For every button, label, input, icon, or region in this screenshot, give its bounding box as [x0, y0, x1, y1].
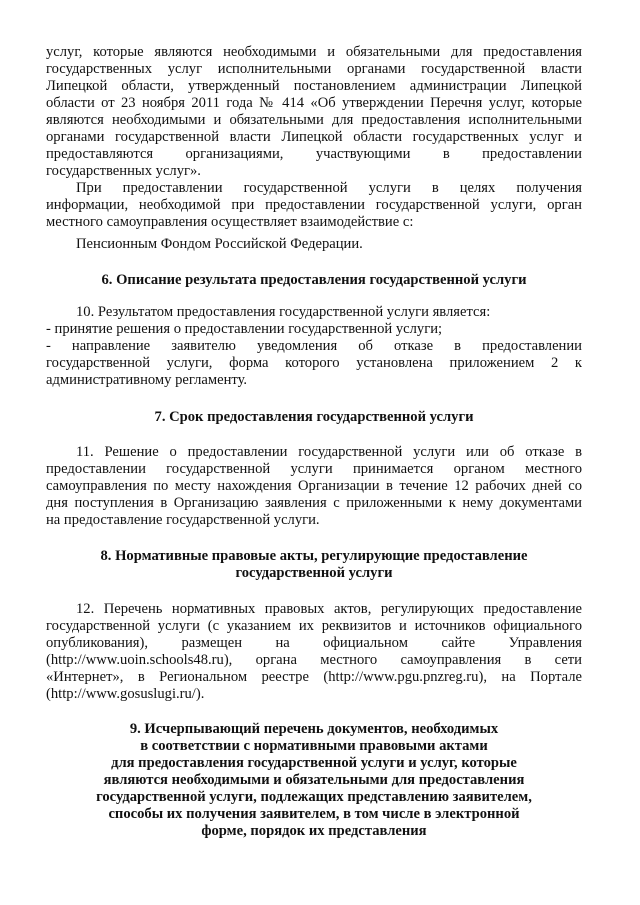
- text-line: При предоставлении государственной услуги в целях получения: [76, 180, 582, 196]
- text-line: - направление заявителю уведомления об отказе в предоставлении: [46, 338, 582, 354]
- text-line: самоуправления по месту нахождения Организации в течение 12 рабочих дней со: [46, 478, 582, 494]
- text-line: являются необходимыми и обязательными для предоставления исполнительными: [46, 112, 582, 128]
- section-heading: 8. Нормативные правовые акты, регулирующие предоставление: [100, 548, 528, 564]
- text-line: государственных услуг исполнительными органами государственной власти: [46, 61, 582, 77]
- text-line: государственной услуги (с указанием их реквизитов и источников официального: [46, 618, 582, 634]
- section-heading: способы их получения заявителем, в том числе в электронной: [108, 806, 520, 822]
- section-heading: в соответствии с нормативными правовыми актами: [140, 738, 488, 754]
- text-line: информации, необходимой при предоставлении государственной услуги, орган: [46, 197, 582, 213]
- text-line: местного самоуправления осуществляет взаимодействие с:: [46, 214, 414, 230]
- text-line: административному регламенту.: [46, 372, 248, 388]
- text-line: области от 23 ноября 2011 года № 414 «Об утверждении Перечня услуг, которые: [46, 95, 582, 111]
- text-line: государственных услуг».: [46, 163, 201, 179]
- section-heading: 7. Срок предоставления государственной услуги: [154, 409, 474, 425]
- text-line: предоставляются организациями, участвующими в предоставлении: [46, 146, 582, 162]
- text-line: 11. Решение о предоставлении государственной услуги или об отказе в: [76, 444, 582, 460]
- section-heading: форме, порядок их представления: [201, 823, 427, 839]
- text-line: органами государственной власти Липецкой области государственных услуг и: [46, 129, 582, 145]
- text-line: 10. Результатом предоставления государственной услуги является:: [76, 304, 491, 320]
- section-heading: государственной услуги, подлежащих представлению заявителем,: [96, 789, 532, 805]
- section-heading: 6. Описание результата предоставления государственной услуги: [101, 272, 527, 288]
- text-line: дня поступления в Организацию заявления с приложенными к нему документами: [46, 495, 582, 511]
- section-heading: 9. Исчерпывающий перечень документов, необходимых: [129, 721, 499, 737]
- text-line: на предоставление государственной услуги.: [46, 512, 320, 528]
- text-line: Пенсионным Фондом Российской Федерации.: [76, 236, 363, 252]
- section-heading: являются необходимыми и обязательными для предоставления: [103, 772, 525, 788]
- text-line: «Интернет», в Региональном реестре (http://www.pgu.pnzreg.ru), на Портале: [46, 669, 582, 685]
- text-line: опубликования), размещен на официальном сайте Управления: [46, 635, 582, 651]
- text-line: предоставлении государственной услуги принимается органом местного: [46, 461, 582, 477]
- text-line: (http://www.uoin.schools48.ru), органа местного самоуправления в сети: [46, 652, 582, 668]
- text-line: государственной услуги, форма которого установлена приложением 2 к: [46, 355, 582, 371]
- text-line: услуг, которые являются необходимыми и обязательными для предоставления: [46, 44, 582, 60]
- text-line: - принятие решения о предоставлении государственной услуги;: [46, 321, 443, 337]
- text-line: (http://www.gosuslugi.ru/).: [46, 686, 205, 702]
- text-line: Липецкой области, утвержденный постановлением администрации Липецкой: [46, 78, 582, 94]
- text-line: 12. Перечень нормативных правовых актов, регулирующих предоставление: [76, 601, 582, 617]
- section-heading: государственной услуги: [235, 565, 393, 581]
- section-heading: для предоставления государственной услуги и услуг, которые: [111, 755, 517, 771]
